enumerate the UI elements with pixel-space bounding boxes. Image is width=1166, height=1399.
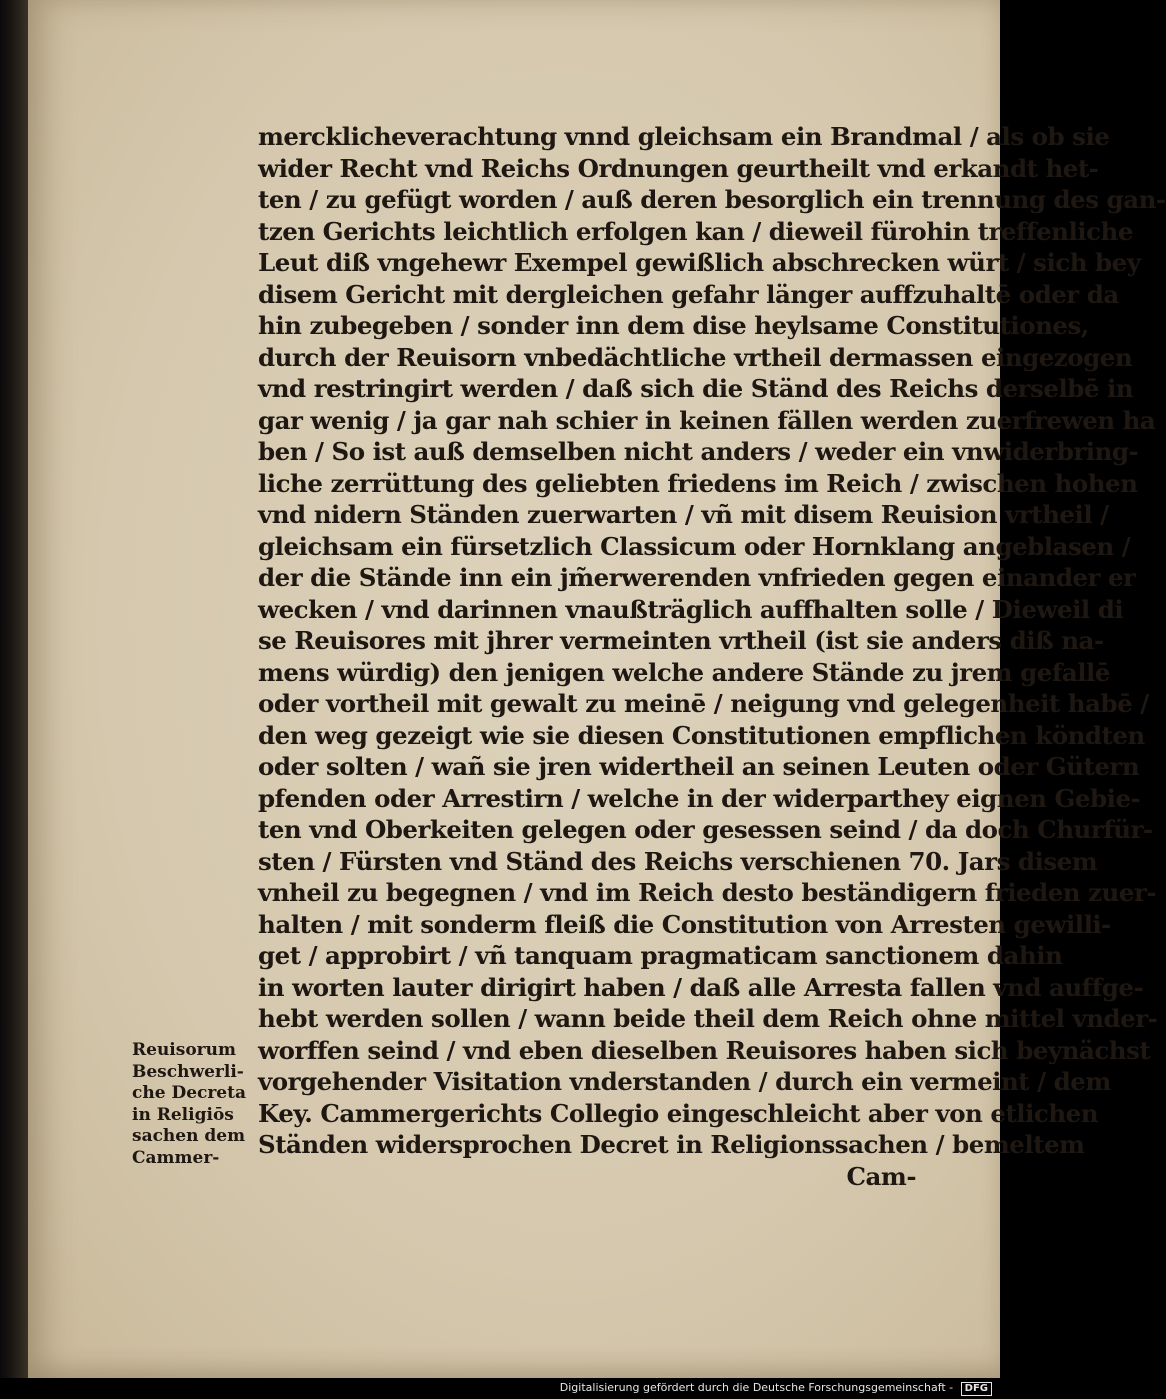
text-line: Leut diß vngehewr Exempel gewißlich abschrecken würt / sich bey	[258, 248, 1141, 277]
text-line: tzen Gerichts leichtlich erfolgen kan / dieweil fürohin treffenliche	[258, 216, 1133, 246]
text-line: Ständen widersprochen Decret in Religionssachen / bemeltem	[258, 1130, 1085, 1159]
marginal-note-line: Cammer-	[132, 1147, 220, 1168]
text-line: vnd restringirt werden / daß sich die Ständ des Reichs derselbē in	[258, 374, 1134, 403]
text-line: der die Stände inn ein jm̃erwerenden vnfrieden gegen einander er	[258, 563, 1136, 592]
marginal-note-line: che Decreta	[132, 1083, 246, 1103]
text-line: hebt werden sollen / wann beide theil dem Reich ohne mittel vnder-	[258, 1004, 1158, 1033]
funding-credit	[560, 1381, 992, 1396]
text-line: oder vortheil mit gewalt zu meinē / neigung vnd gelegenheit habē /	[258, 689, 1149, 718]
marginal-note-line: in Religiōs	[132, 1104, 234, 1125]
text-line: gar wenig / ja gar nah schier in keinen fällen werden zuerfrewen ha	[258, 405, 1156, 435]
text-line: in worten lauter dirigirt haben / daß alle Arresta fallen vnd auffge-	[258, 972, 1144, 1002]
funding-credit-text: Digitalisierung gefördert durch die Deutsche Forschungsgemeinschaft -	[559, 1381, 954, 1394]
text-line: pfenden oder Arrestirn / welche in der widerparthey eignen Gebie-	[258, 783, 1141, 813]
text-line: mens würdig) den jenigen welche andere Stände zu jrem gefallē	[258, 657, 1110, 687]
text-line: mercklicheverachtung vnnd gleichsam ein Brandmal / als ob sie	[258, 122, 1110, 151]
text-line: sten / Fürsten vnd Ständ des Reichs verschienen 70. Jars disem	[258, 846, 1098, 876]
main-text-block	[258, 121, 1166, 1192]
text-line: se Reuisores mit jhrer vermeinten vrtheil (ist sie anders diß na-	[258, 626, 1104, 655]
text-line: vorgehender Visitation vnderstanden / durch ein vermeint / dem	[258, 1067, 1111, 1096]
text-line: vnd nidern Ständen zuerwarten / vñ mit disem Reuision vrtheil /	[258, 500, 1109, 529]
text-line: disem Gericht mit dergleichen gefahr länger auffzuhaltē oder da	[258, 279, 1119, 309]
footer-bar	[0, 1378, 1000, 1399]
marginal-note	[132, 1040, 257, 1169]
text-line: ten vnd Oberkeiten gelegen oder gesessen seind / da doch Churfür-	[258, 815, 1153, 844]
text-line: ten / zu gefügt worden / auß deren besorglich ein trennung des gan-	[258, 185, 1166, 214]
text-line: Key. Cammergerichts Collegio eingeschleicht aber von etlichen	[258, 1098, 1099, 1128]
marginal-note-line: sachen dem	[132, 1126, 246, 1146]
dfg-logo: DFG	[961, 1382, 992, 1396]
text-line: durch der Reuisorn vnbedächtliche vrtheil dermassen eingezogen	[258, 342, 1133, 372]
text-line: gleichsam ein fürsetzlich Classicum oder Hornklang angeblasen /	[258, 531, 1131, 561]
text-line: worffen seind / vnd eben dieselben Reuisores haben sich beynächst	[258, 1035, 1151, 1065]
text-line: hin zubegeben / sonder inn dem dise heylsame Constitutiones,	[258, 311, 1089, 340]
text-line: get / approbirt / vñ tanquam pragmaticam sanctionem dahin	[258, 941, 1063, 970]
text-line: wider Recht vnd Reichs Ordnungen geurtheilt vnd erkandt het-	[258, 153, 1099, 183]
text-line: halten / mit sonderm fleiß die Constitution von Arresten gewilli-	[258, 909, 1111, 939]
text-line: wecken / vnd darinnen vnaußträglich auffhalten solle / Dieweil di	[258, 594, 1124, 624]
book-gutter-edge	[0, 0, 28, 1378]
text-line: vnheil zu begegnen / vnd im Reich desto beständigern frieden zuer-	[258, 878, 1157, 907]
marginal-note-line: Reuisorum	[132, 1040, 236, 1060]
catchword: Cam-	[846, 1161, 916, 1191]
text-line: liche zerrüttung des geliebten friedens im Reich / zwischen hohen	[258, 468, 1138, 498]
text-line: oder solten / wañ sie jren widertheil an seinen Leuten oder Gütern	[258, 752, 1140, 781]
text-line: den weg gezeigt wie sie diesen Constitutionen empflichen köndten	[258, 720, 1145, 750]
marginal-note-line: Beschwerli-	[132, 1061, 244, 1082]
text-line: ben / So ist auß demselben nicht anders / weder ein vnwiderbring-	[258, 437, 1139, 466]
